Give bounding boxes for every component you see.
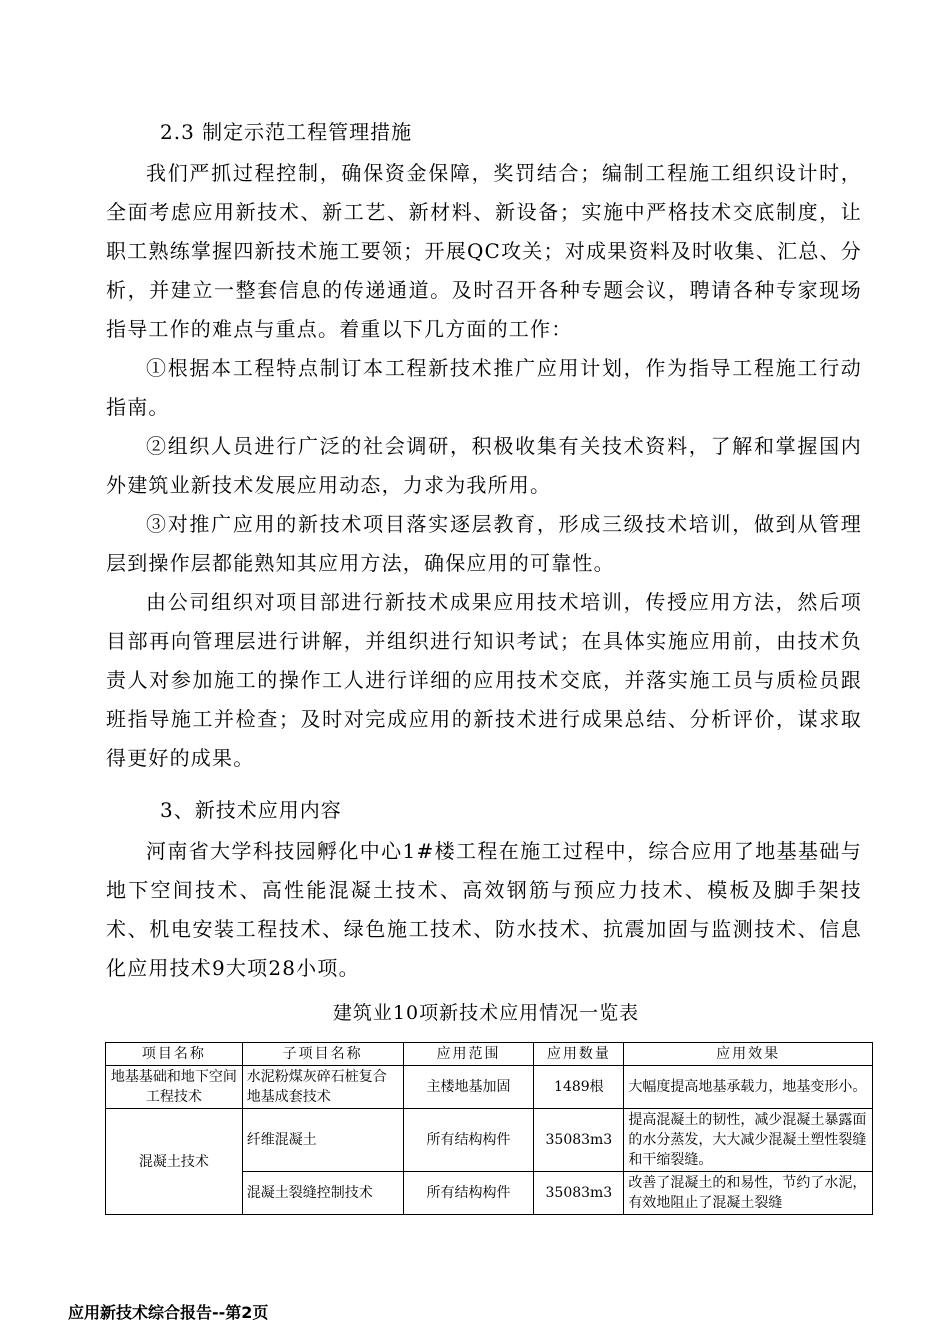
cell-effect: 改善了混凝土的和易性，节约了水泥，有效地阻止了混凝土裂缝	[624, 1172, 873, 1215]
cell-effect: 提高混凝土的韧性，减少混凝土暴露面的水分蒸发，大大减少混凝土塑性裂缝和干缩裂缝。	[624, 1109, 873, 1172]
section-2-3-body	[106, 154, 862, 778]
cell-quantity: 35083m3	[534, 1109, 624, 1172]
technology-table	[105, 1042, 873, 1215]
cell-quantity: 35083m3	[534, 1172, 624, 1215]
header-project: 项目名称	[106, 1043, 243, 1066]
section-3-body	[106, 832, 862, 988]
cell-scope: 主楼地基加固	[403, 1066, 534, 1109]
paragraph: 由公司组织对项目部进行新技术成果应用技术培训，传授应用方法，然后项目部再向管理层进行讲解，并组织进行知识考试；在具体实施应用前，由技术负责人对参加施工的操作工人进行详细的应用技术交底，并落实施工员与质检员跟班指导施工并检查；及时对完成应用的新技术进行成果总结、分析评价，谋求取得更好的成果。	[106, 590, 862, 770]
paragraph: 我们严抓过程控制，确保资金保障，奖罚结合；编制工程施工组织设计时，全面考虑应用新技术、新工艺、新材料、新设备；实施中严格技术交底制度，让职工熟练掌握四新技术施工要领；开展QC攻关；对成果资料及时收集、汇总、分析，并建立一整套信息的传递通道。及时召开各种专题会议，聘请各种专家现场指导工作的难点与重点。着重以下几方面的工作：	[106, 161, 862, 341]
header-effect: 应用效果	[624, 1043, 873, 1066]
cell-project: 混凝土技术	[106, 1109, 243, 1215]
paragraph: 河南省大学科技园孵化中心1#楼工程在施工过程中，综合应用了地基基础与地下空间技术、高性能混凝土技术、高效钢筋与预应力技术、模板及脚手架技术、机电安装工程技术、绿色施工技术、防水技术、抗震加固与监测技术、信息化应用技术9大项28小项。	[106, 839, 862, 980]
cell-sub-project: 混凝土裂缝控制技术	[242, 1172, 403, 1215]
section-heading-3: 3、新技术应用内容	[160, 798, 342, 822]
paragraph: ③对推广应用的新技术项目落实逐层教育，形成三级技术培训，做到从管理层到操作层都能熟知其应用方法，确保应用的可靠性。	[106, 512, 862, 575]
cell-scope: 所有结构构件	[403, 1109, 534, 1172]
cell-quantity: 1489根	[534, 1066, 624, 1109]
header-scope: 应用范围	[403, 1043, 534, 1066]
page-footer: 应用新技术综合报告--第2页	[68, 1303, 269, 1322]
paragraph: ①根据本工程特点制订本工程新技术推广应用计划，作为指导工程施工行动指南。	[106, 356, 862, 419]
paragraph: ②组织人员进行广泛的社会调研，积极收集有关技术资料，了解和掌握国内外建筑业新技术发展应用动态，力求为我所用。	[106, 434, 862, 497]
cell-project: 地基基础和地下空间工程技术	[106, 1066, 243, 1109]
table-header-row	[106, 1043, 873, 1066]
table-row	[106, 1109, 873, 1172]
table-row	[106, 1066, 873, 1109]
cell-sub-project: 纤维混凝土	[242, 1109, 403, 1172]
header-sub-project: 子项目名称	[242, 1043, 403, 1066]
table-caption: 建筑业10项新技术应用情况一览表	[332, 1002, 640, 1024]
cell-effect: 大幅度提高地基承载力，地基变形小。	[624, 1066, 873, 1109]
cell-scope: 所有结构构件	[403, 1172, 534, 1215]
header-quantity: 应用数量	[534, 1043, 624, 1066]
cell-sub-project: 水泥粉煤灰碎石桩复合地基成套技术	[242, 1066, 403, 1109]
section-heading-2-3: 2.3 制定示范工程管理措施	[160, 120, 413, 144]
